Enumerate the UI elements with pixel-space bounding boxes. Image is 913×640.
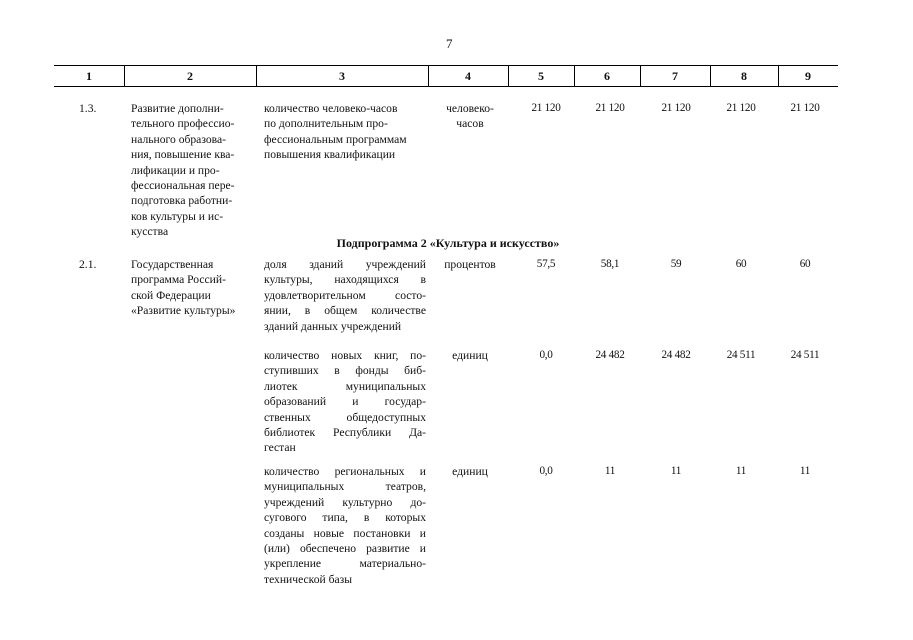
header-separator xyxy=(124,66,125,86)
table-header-row xyxy=(54,65,838,87)
value-cell: 24 482 xyxy=(661,349,691,361)
header-separator xyxy=(574,66,575,86)
header-cell-1: 1 xyxy=(86,69,92,83)
header-separator xyxy=(428,66,429,86)
header-cell-8: 8 xyxy=(741,69,747,83)
unit-label: единиц xyxy=(452,349,488,362)
indicator-text-line: созданы новые постановки и xyxy=(264,526,426,540)
program-name-line: фессиональная пере- xyxy=(131,179,235,193)
program-name-line: программа Россий- xyxy=(131,273,226,287)
indicator-text-line: повышения квалификации xyxy=(264,148,396,162)
header-separator xyxy=(710,66,711,86)
indicator-text-line: библиотек Республики Да- xyxy=(264,426,426,440)
header-cell-7: 7 xyxy=(672,69,678,83)
indicator-text-line: удовлетворительном состо- xyxy=(264,288,426,302)
indicator-text-line: культуры, находящихся в xyxy=(264,273,426,287)
row-number: 2.1. xyxy=(79,258,97,271)
program-name-line: подготовка работни- xyxy=(131,194,233,208)
program-name xyxy=(131,257,256,319)
header-separator xyxy=(778,66,779,86)
value-cell: 11 xyxy=(604,465,616,477)
indicator-text-line: (или) обеспечено развитие и xyxy=(264,542,426,556)
header-cell-3: 3 xyxy=(339,69,345,83)
indicator-text-line: доля зданий учреждений xyxy=(264,258,426,271)
value-cell: 58,1 xyxy=(600,258,620,270)
indicator-text-line: янии, в общем количестве xyxy=(264,304,426,318)
indicator-text-line: ственных общедоступных xyxy=(264,410,426,424)
indicator-text-line: технической базы xyxy=(264,572,353,586)
indicator-text-line: ступивших в фонды биб- xyxy=(264,364,426,378)
value-cell: 21 120 xyxy=(790,102,820,114)
header-separator xyxy=(640,66,641,86)
indicator-text-line: сугового типа, в которых xyxy=(264,511,426,525)
header-cell-6: 6 xyxy=(604,69,610,83)
value-cell: 0,0 xyxy=(539,349,553,361)
program-name xyxy=(131,101,256,240)
program-name-line: Государственная xyxy=(131,258,214,271)
program-name-line: «Развитие культуры» xyxy=(131,304,236,318)
value-cell: 21 120 xyxy=(595,102,625,114)
value-cell: 60 xyxy=(735,258,747,270)
indicator-text xyxy=(264,101,428,163)
program-name-line: ков культуры и ис- xyxy=(131,209,224,223)
value-cell: 21 120 xyxy=(726,102,756,114)
header-cell-5: 5 xyxy=(538,69,544,83)
value-cell: 11 xyxy=(670,465,682,477)
program-name-line: кусства xyxy=(131,225,169,239)
value-cell: 11 xyxy=(735,465,747,477)
header-cell-9: 9 xyxy=(805,69,811,83)
program-name-line: ской Федерации xyxy=(131,288,211,302)
value-cell: 59 xyxy=(670,258,682,270)
indicator-text-line: количество региональных и xyxy=(264,465,426,478)
header-cell-4: 4 xyxy=(465,69,471,83)
indicator-text-line: по дополнительным про- xyxy=(264,117,388,131)
value-cell: 24 511 xyxy=(790,349,820,361)
unit-label: единиц xyxy=(452,465,488,478)
program-name-line: нального образова- xyxy=(131,132,226,146)
unit-label: процентов xyxy=(444,258,496,271)
unit-label: человеко- xyxy=(446,102,494,115)
indicator-text-line: гестан xyxy=(264,441,296,455)
program-name-line: тельного профессио- xyxy=(131,117,235,131)
indicator-text-line: образований и государ- xyxy=(264,395,426,409)
value-cell: 57,5 xyxy=(536,258,556,270)
value-cell: 24 482 xyxy=(595,349,625,361)
indicator-text-line: укрепление материально- xyxy=(264,557,426,571)
header-separator xyxy=(256,66,257,86)
value-cell: 11 xyxy=(799,465,811,477)
unit-label: часов xyxy=(456,117,484,131)
page-number: 7 xyxy=(446,36,453,51)
subprogram-title: Подпрограмма 2 «Культура и искусство» xyxy=(336,236,560,250)
header-separator xyxy=(508,66,509,86)
indicator-text xyxy=(264,257,426,334)
indicator-text-line: количество человеко-часов xyxy=(264,102,398,115)
indicator-text-line: лиотек муниципальных xyxy=(264,379,426,393)
indicator-text-line: количество новых книг, по- xyxy=(264,349,426,362)
indicator-text-line: зданий данных учреждений xyxy=(264,319,402,333)
value-cell: 21 120 xyxy=(531,102,561,114)
program-name-line: лификации и про- xyxy=(131,163,220,177)
value-cell: 60 xyxy=(799,258,811,270)
indicator-text xyxy=(264,464,426,587)
value-cell: 21 120 xyxy=(661,102,691,114)
indicator-text-line: учреждений культурно до- xyxy=(264,495,426,509)
program-name-line: ния, повышение ква- xyxy=(131,148,235,162)
program-name-line: Развитие дополни- xyxy=(131,102,224,115)
indicator-text-line: фессиональным программам xyxy=(264,132,407,146)
header-cell-2: 2 xyxy=(187,69,193,83)
row-number: 1.3. xyxy=(79,102,97,115)
value-cell: 24 511 xyxy=(726,349,756,361)
indicator-text-line: муниципальных театров, xyxy=(264,480,426,494)
value-cell: 0,0 xyxy=(539,465,553,477)
indicator-text xyxy=(264,348,426,456)
